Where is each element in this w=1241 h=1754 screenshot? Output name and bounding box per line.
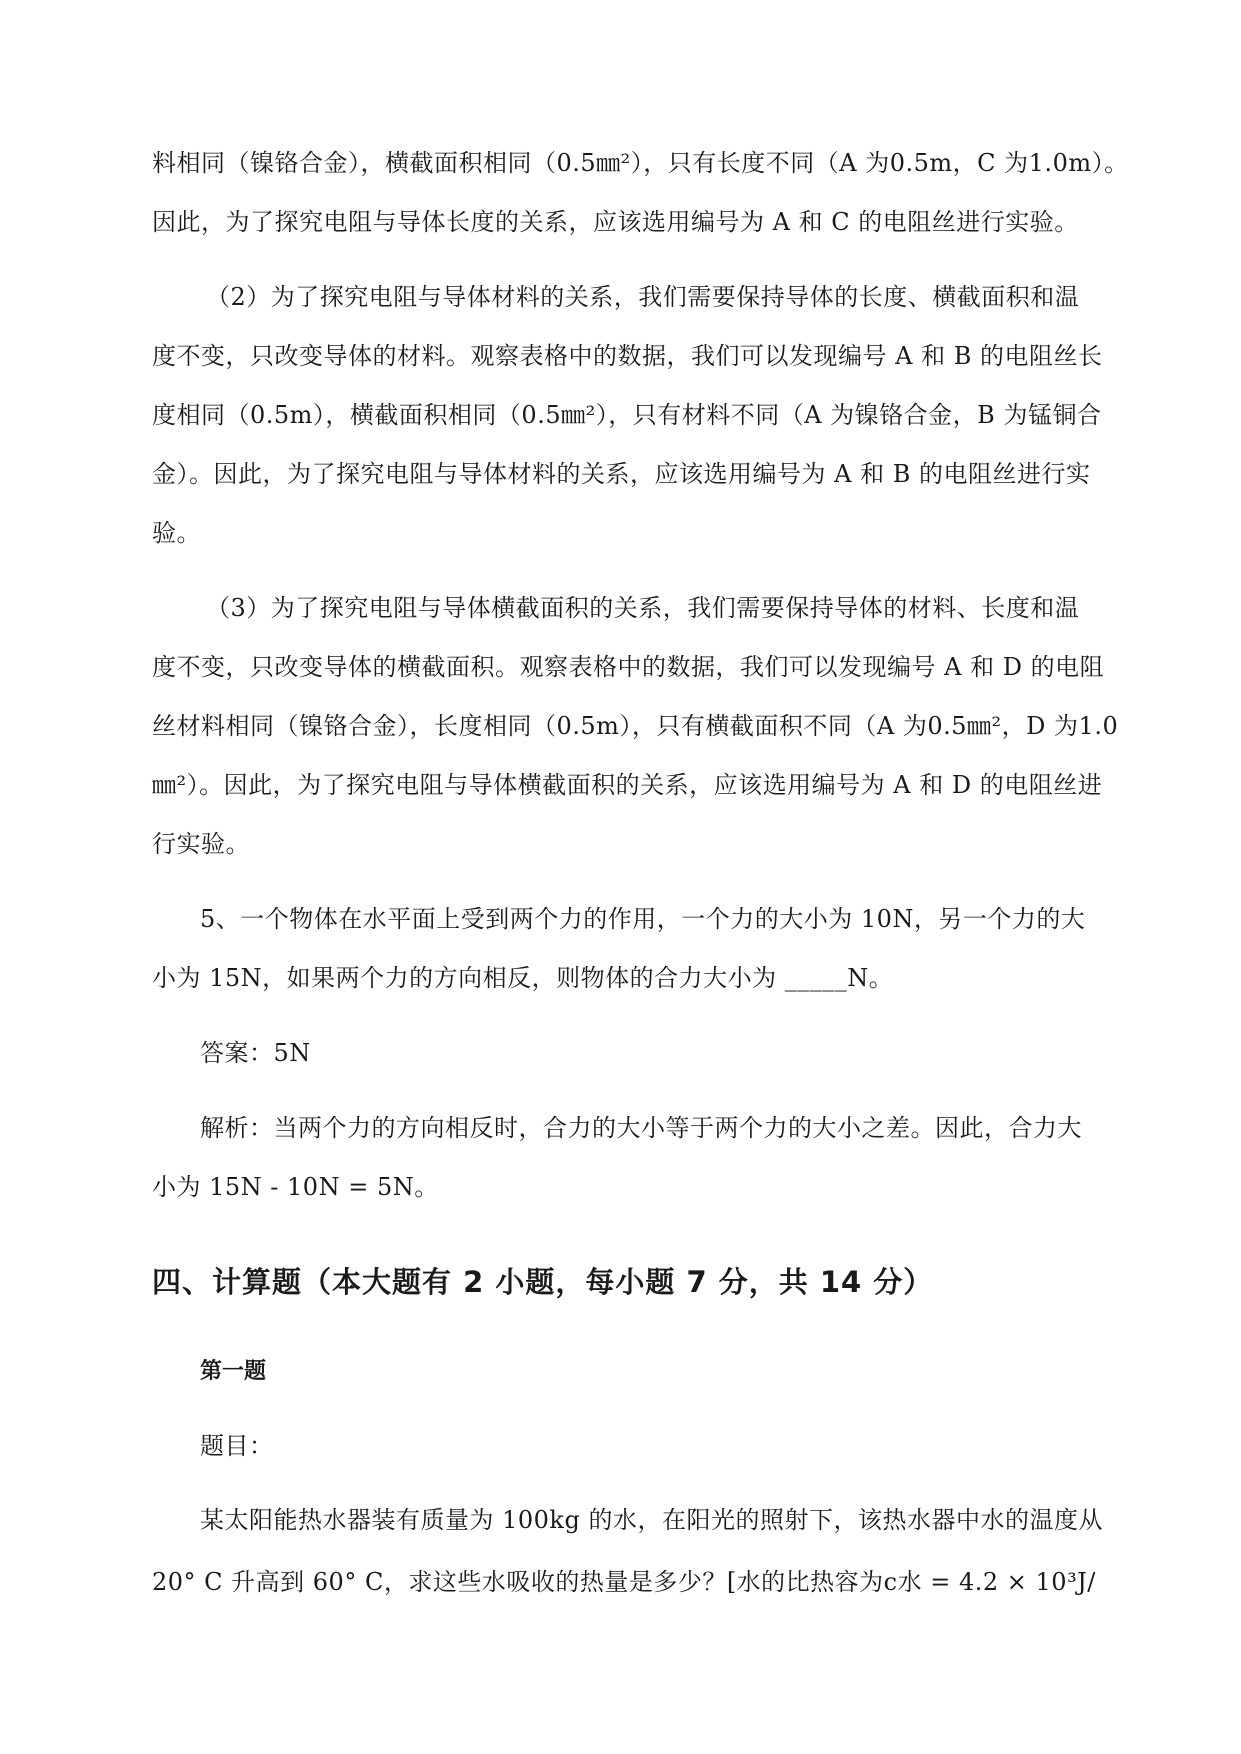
paragraph-line: 度不变，只改变导体的横截面积。观察表格中的数据，我们可以发现编号 A 和 D 的电阻 xyxy=(152,653,1105,681)
question-line: 5、一个物体在水平面上受到两个力的作用，一个力的大小为 10N，另一个力的大 xyxy=(200,905,1086,933)
paragraph-line: ㎜²）。因此，为了探究电阻与导体横截面积的关系，应该选用编号为 A 和 D 的电阻丝进 xyxy=(152,771,1103,799)
sub-heading: 第一题 xyxy=(200,1359,267,1384)
paragraph-line: 丝材料相同（镍铬合金），长度相同（0.5m），只有横截面积不同（A 为0.5㎜²，D 为1.0 xyxy=(152,712,1119,740)
paragraph-line: 金）。因此，为了探究电阻与导体材料的关系，应该选用编号为 A 和 B 的电阻丝进行实 xyxy=(152,460,1091,488)
question-line: 20° C 升高到 60° C，求这些水吸收的热量是多少？[水的比热容为c水 = 4.2 × 10³J/ xyxy=(152,1568,1096,1596)
explanation-line: 解析：当两个力的方向相反时，合力的大小等于两个力的大小之差。因此，合力大 xyxy=(200,1114,1082,1142)
paragraph-line: 因此，为了探究电阻与导体长度的关系，应该选用编号为 A 和 C 的电阻丝进行实验。 xyxy=(152,208,1079,236)
paragraph-line: 度不变，只改变导体的材料。观察表格中的数据，我们可以发现编号 A 和 B 的电阻丝长 xyxy=(152,342,1103,370)
question-line: 小为 15N，如果两个力的方向相反，则物体的合力大小为 _____N。 xyxy=(152,964,894,992)
question-line: 某太阳能热水器装有质量为 100kg 的水，在阳光的照射下，该热水器中水的温度从 xyxy=(200,1506,1103,1534)
paragraph-line: （3）为了探究电阻与导体横截面积的关系，我们需要保持导体的材料、长度和温 xyxy=(206,594,1080,622)
paragraph-line: （2）为了探究电阻与导体材料的关系，我们需要保持导体的长度、横截面积和温 xyxy=(206,283,1080,311)
paragraph-line: 行实验。 xyxy=(152,830,250,858)
paragraph-line: 验。 xyxy=(152,519,201,547)
section-heading: 四、计算题（本大题有 2 小题，每小题 7 分，共 14 分） xyxy=(152,1265,934,1299)
answer-line: 答案：5N xyxy=(200,1039,311,1067)
question-label: 题目： xyxy=(200,1432,274,1460)
explanation-line: 小为 15N - 10N = 5N。 xyxy=(152,1173,439,1201)
paragraph-line: 料相同（镍铬合金），横截面积相同（0.5㎜²），只有长度不同（A 为0.5m，C 为1.0m）。 xyxy=(152,149,1129,177)
paragraph-line: 度相同（0.5m），横截面积相同（0.5㎜²），只有材料不同（A 为镍铬合金，B 为锰铜合 xyxy=(152,401,1102,429)
